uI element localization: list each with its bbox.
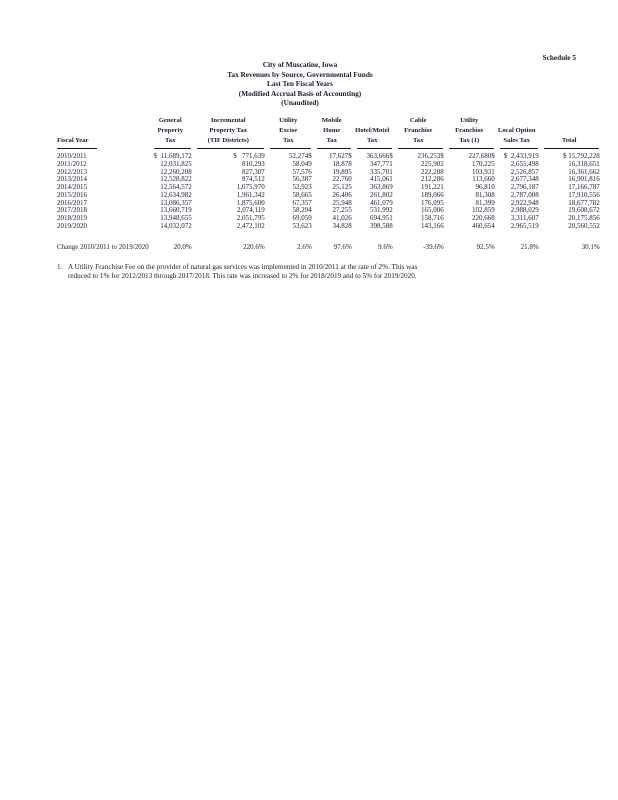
- column-header-line: Tax: [366, 137, 378, 144]
- value-cell: 212,286: [420, 175, 444, 184]
- spacer-row: [57, 231, 600, 244]
- column-header: [352, 116, 393, 149]
- column-header-line: (TIF Districts): [207, 137, 249, 144]
- title-unaudited: (Unaudited): [281, 98, 319, 107]
- title-block: [0, 60, 600, 108]
- value-cell: 2,922,948: [510, 198, 539, 207]
- value-cell: 3,311,607: [510, 214, 539, 222]
- fiscal-year-cell: 2014/2015: [57, 183, 87, 191]
- column-header-line: Franchise: [404, 127, 433, 134]
- value-cell: 1,875,600: [236, 198, 265, 207]
- column-header-line: Excise: [279, 127, 298, 134]
- fiscal-year-cell: 2011/2012: [57, 159, 87, 168]
- column-header-line: Incremental: [210, 117, 246, 124]
- value-cell: 363,666$: [366, 152, 393, 160]
- value-cell: 810,293: [241, 159, 265, 168]
- change-percent-cell: 20.0%: [173, 242, 192, 251]
- value-cell: 13,948,655: [160, 214, 192, 222]
- value-cell: 17,910,556: [568, 190, 600, 199]
- value-cell: 27,255: [332, 206, 352, 215]
- value-cell: 335,701: [369, 167, 393, 176]
- value-cell: 102,859: [471, 206, 495, 215]
- value-cell: 17,166,787: [568, 183, 600, 191]
- value-cell: 2,796,187: [510, 183, 539, 191]
- value-cell: 191,221: [420, 183, 444, 191]
- footnote: [57, 263, 532, 281]
- column-header: [265, 116, 312, 149]
- value-cell: 18,878: [332, 159, 352, 168]
- column-header-line: Tax: [164, 137, 176, 144]
- value-cell: 12,528,822: [160, 175, 192, 184]
- footnote-number: 1.: [57, 263, 63, 271]
- value-cell: 2,655,498: [510, 159, 539, 168]
- column-header-line: Total: [561, 137, 577, 144]
- schedule-label: Schedule 5: [542, 53, 576, 62]
- title-basis: (Modified Accrual Basis of Accounting): [238, 88, 362, 98]
- change-percent-cell: 21.8%: [520, 242, 539, 251]
- footnote-line-2: reduced to 1% for 2012/2013 through 2017/2018. This rate was increased to 2% for 2018/2019 and to 5% for 2019/2020.: [68, 272, 417, 281]
- value-cell: 22,760: [332, 175, 352, 184]
- value-cell: 415,061: [369, 175, 393, 184]
- column-header-line: Hotel/Motel: [355, 127, 390, 134]
- value-cell: 26,406: [332, 190, 352, 199]
- value-cell: 222,288: [420, 167, 444, 176]
- change-percent-cell: 2.6%: [297, 242, 312, 251]
- value-cell: 17,627$: [328, 152, 352, 160]
- column-header: [539, 116, 600, 149]
- header-row: [57, 116, 600, 149]
- value-cell: 261,802: [369, 190, 393, 199]
- value-cell: 34,828: [332, 221, 352, 230]
- value-cell: $ 11,689,172: [153, 152, 192, 160]
- title-city: City of Muscatine, Iowa: [262, 60, 338, 69]
- column-header: [495, 116, 539, 149]
- column-header-line: Fiscal Year: [57, 137, 89, 144]
- table-row: [57, 223, 600, 231]
- column-header-line: Local Option: [497, 127, 536, 134]
- value-cell: 170,225: [471, 159, 495, 168]
- fiscal-year-cell: 2019/2020: [57, 221, 87, 230]
- value-cell: 2,965,519: [510, 221, 539, 230]
- value-cell: 176,095: [420, 198, 444, 207]
- table-body: [57, 149, 600, 251]
- change-percent-cell: 97.6%: [333, 242, 352, 251]
- value-cell: 158,716: [420, 214, 444, 222]
- column-header: [444, 116, 495, 149]
- value-cell: 694,951: [369, 214, 393, 222]
- value-cell: 189,066: [420, 190, 444, 199]
- value-cell: 16,901,816: [568, 175, 600, 184]
- value-cell: 25,125: [332, 183, 352, 191]
- value-cell: 2,988,029: [510, 206, 539, 215]
- value-cell: 2,472,102: [236, 221, 265, 230]
- value-cell: 460,654: [471, 221, 495, 230]
- title-report: Tax Revenues by Source, Governmental Funds: [227, 69, 373, 79]
- value-cell: 827,307: [241, 167, 265, 176]
- value-cell: 41,026: [332, 214, 352, 222]
- column-header-line: Utility: [279, 117, 298, 124]
- value-cell: 165,006: [420, 206, 444, 215]
- column-header: [192, 116, 265, 149]
- footnote-text: [68, 263, 532, 281]
- value-cell: 347,771: [369, 159, 393, 168]
- value-cell: 16,318,651: [568, 159, 600, 168]
- fiscal-year-cell: 2017/2018: [57, 206, 87, 215]
- value-cell: 236,253$: [417, 152, 444, 160]
- value-cell: 2,677,348: [510, 175, 539, 184]
- value-cell: 113,660: [472, 175, 495, 184]
- column-header-line: Mobile: [321, 117, 342, 124]
- value-cell: 20,560,552: [568, 221, 600, 230]
- fiscal-year-cell: 2016/2017: [57, 198, 87, 207]
- value-cell: 52,923: [292, 183, 312, 191]
- footnote-line-1: A Utility Franchise Fee on the provider of natural gas services was implemented in 2010/2011 at the rate of 2%. This was: [68, 263, 418, 271]
- column-header-line: Sales Tax: [503, 137, 530, 144]
- value-cell: 20,175,856: [568, 214, 600, 222]
- value-cell: 13,660,719: [160, 206, 192, 215]
- column-header-line: General: [158, 117, 182, 124]
- column-header-line: Tax: [412, 137, 424, 144]
- value-cell: 96,810: [475, 183, 495, 191]
- column-header: [149, 116, 192, 149]
- title-period: Last Ten Fiscal Years: [266, 79, 333, 88]
- value-cell: 1,075,970: [236, 183, 265, 191]
- column-header-line: Utility: [460, 117, 479, 124]
- value-cell: 58,665: [292, 190, 312, 199]
- value-cell: 69,050: [292, 214, 312, 222]
- column-header-line: Franchise: [455, 127, 484, 134]
- value-cell: 81,308: [475, 190, 495, 199]
- value-cell: 220,668: [471, 214, 495, 222]
- value-cell: 225,902: [420, 159, 444, 168]
- value-cell: 12,260,208: [160, 167, 192, 176]
- change-percent-cell: 220.6%: [243, 242, 265, 251]
- column-header-line: Property Tax: [209, 127, 248, 134]
- column-header-fiscal-year: [57, 116, 149, 149]
- fiscal-year-cell: 2010/2011: [57, 152, 87, 160]
- value-cell: 1,961,342: [236, 190, 265, 199]
- fiscal-year-cell: 2013/2014: [57, 175, 87, 184]
- column-header: [393, 116, 444, 149]
- value-cell: $ 771,639: [233, 152, 265, 160]
- value-cell: 12,634,982: [160, 190, 192, 199]
- change-percent-cell: -39.6%: [423, 242, 444, 251]
- column-header-line: Home: [323, 127, 341, 134]
- value-cell: 531,992: [369, 206, 393, 215]
- value-cell: 58,049: [292, 159, 312, 168]
- value-cell: 13,086,357: [160, 198, 192, 207]
- value-cell: 874,512: [241, 175, 265, 184]
- column-header-line: Property: [157, 127, 183, 134]
- column-header-line: Tax (1): [459, 137, 480, 144]
- value-cell: 103,931: [471, 167, 495, 176]
- value-cell: 227,680$: [468, 152, 495, 160]
- value-cell: 2,074,119: [236, 206, 265, 215]
- value-cell: 52,274$: [288, 152, 312, 160]
- value-cell: 18,677,782: [568, 198, 600, 207]
- value-cell: 398,588: [369, 221, 393, 230]
- value-cell: 12,564,572: [160, 183, 192, 191]
- column-header-line: Tax: [326, 137, 337, 144]
- value-cell: 19,895: [332, 167, 352, 176]
- change-percent-cell: 30.1%: [581, 242, 600, 251]
- value-cell: 16,361,662: [568, 167, 600, 176]
- value-cell: $ 2,433,919: [503, 152, 539, 160]
- change-percent-cell: 9.6%: [378, 242, 393, 251]
- column-header-line: Tax: [282, 137, 294, 144]
- value-cell: 143,166: [420, 221, 444, 230]
- change-row-label: Change 2010/2011 to 2019/2020: [57, 242, 149, 251]
- value-cell: 2,051,795: [236, 214, 265, 222]
- change-row: [57, 244, 600, 252]
- value-cell: 2,787,008: [510, 190, 539, 199]
- value-cell: $ 15,792,228: [562, 152, 600, 160]
- fiscal-year-cell: 2012/2013: [57, 167, 87, 176]
- change-percent-cell: 92.5%: [476, 242, 495, 251]
- value-cell: 2,526,857: [510, 167, 539, 176]
- value-cell: 25,948: [332, 198, 352, 207]
- fiscal-year-cell: 2018/2019: [57, 214, 87, 222]
- value-cell: 56,387: [292, 175, 312, 184]
- tax-revenues-table: [57, 116, 600, 251]
- column-header-line: Cable: [409, 117, 427, 124]
- value-cell: 58,294: [292, 206, 312, 215]
- value-cell: 363,869: [369, 183, 393, 191]
- value-cell: 14,032,072: [160, 221, 192, 230]
- value-cell: 67,357: [292, 198, 312, 207]
- value-cell: 53,623: [292, 221, 312, 230]
- value-cell: 57,576: [292, 167, 312, 176]
- value-cell: 12,031,825: [160, 159, 192, 168]
- value-cell: 461,079: [369, 198, 393, 207]
- fiscal-year-cell: 2015/2016: [57, 190, 87, 199]
- value-cell: 81,399: [475, 198, 495, 207]
- value-cell: 19,608,672: [568, 206, 600, 215]
- table-header: [57, 116, 600, 149]
- column-header: [312, 116, 352, 149]
